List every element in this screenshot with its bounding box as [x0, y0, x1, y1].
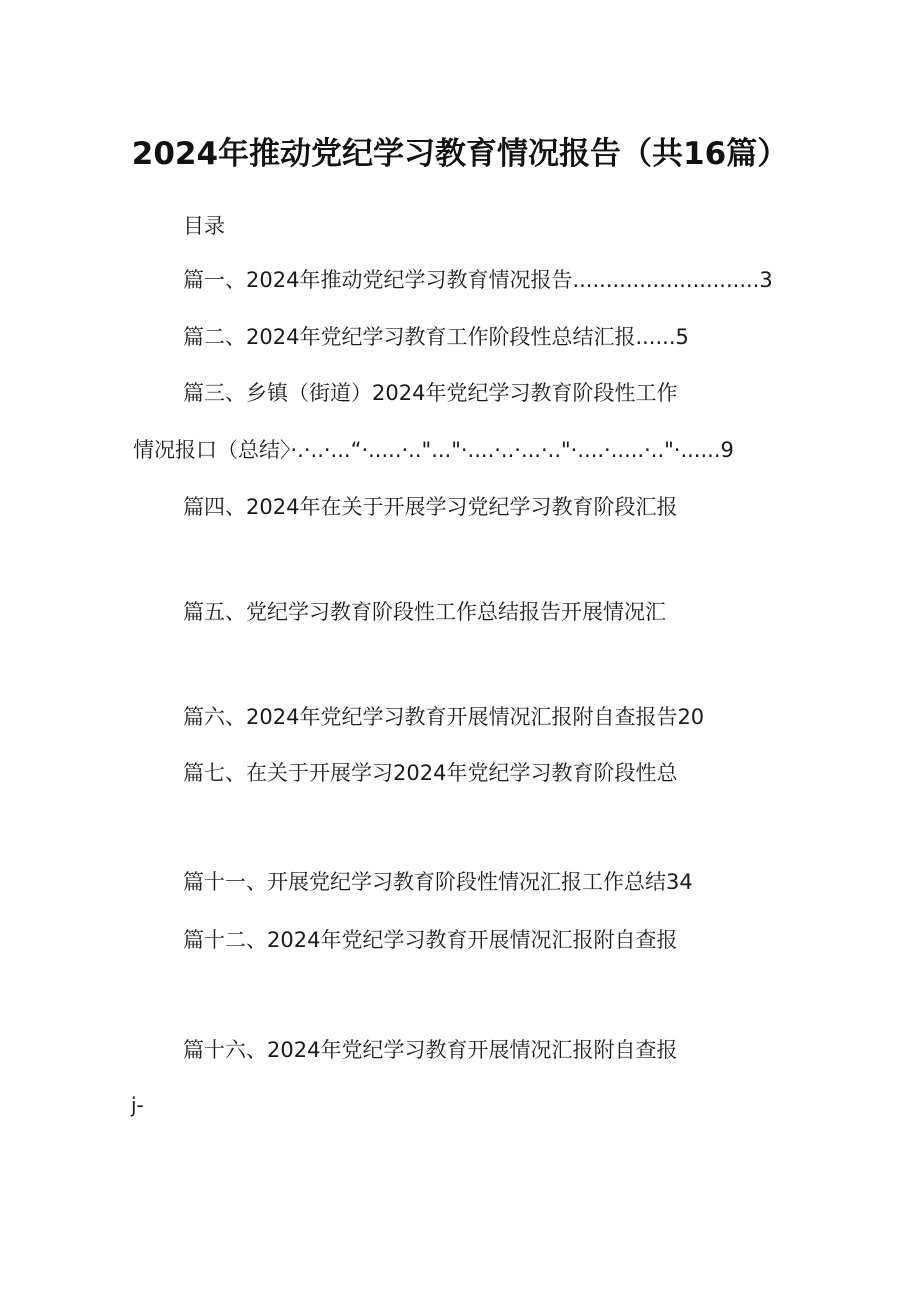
toc-entry[interactable]: 篇五、党纪学习教育阶段性工作总结报告开展情况汇	[183, 600, 666, 624]
toc-entry[interactable]: 篇四、2024年在关于开展学习党纪学习教育阶段汇报	[183, 495, 678, 519]
toc-entry[interactable]: 篇二、2024年党纪学习教育工作阶段性总结汇报......5	[183, 325, 689, 349]
toc-entry[interactable]: 篇六、2024年党纪学习教育开展情况汇报附自查报告20	[183, 705, 705, 729]
toc-entry-continuation[interactable]: 情况报口（总结〉·.·..·...“·.....·.."..."·....·..·...·.."·....·.....·.."·......9	[133, 438, 734, 462]
toc-heading: 目录	[183, 214, 225, 238]
toc-entry[interactable]: 篇十二、2024年党纪学习教育开展情况汇报附自查报	[183, 928, 678, 952]
toc-entry[interactable]: 篇十六、2024年党纪学习教育开展情况汇报附自查报	[183, 1038, 678, 1062]
toc-entry[interactable]: 篇十一、开展党纪学习教育阶段性情况汇报工作总结34	[183, 870, 693, 894]
toc-entry[interactable]: 篇三、乡镇（街道）2024年党纪学习教育阶段性工作	[183, 381, 678, 405]
toc-entry[interactable]: 篇七、在关于开展学习2024年党纪学习教育阶段性总	[183, 761, 678, 785]
stray-text: j-	[131, 1093, 144, 1117]
document-title: 2024年推动党纪学习教育情况报告（共16篇）	[131, 136, 789, 172]
toc-entry[interactable]: 篇一、2024年推动党纪学习教育情况报告............................3	[183, 268, 773, 292]
